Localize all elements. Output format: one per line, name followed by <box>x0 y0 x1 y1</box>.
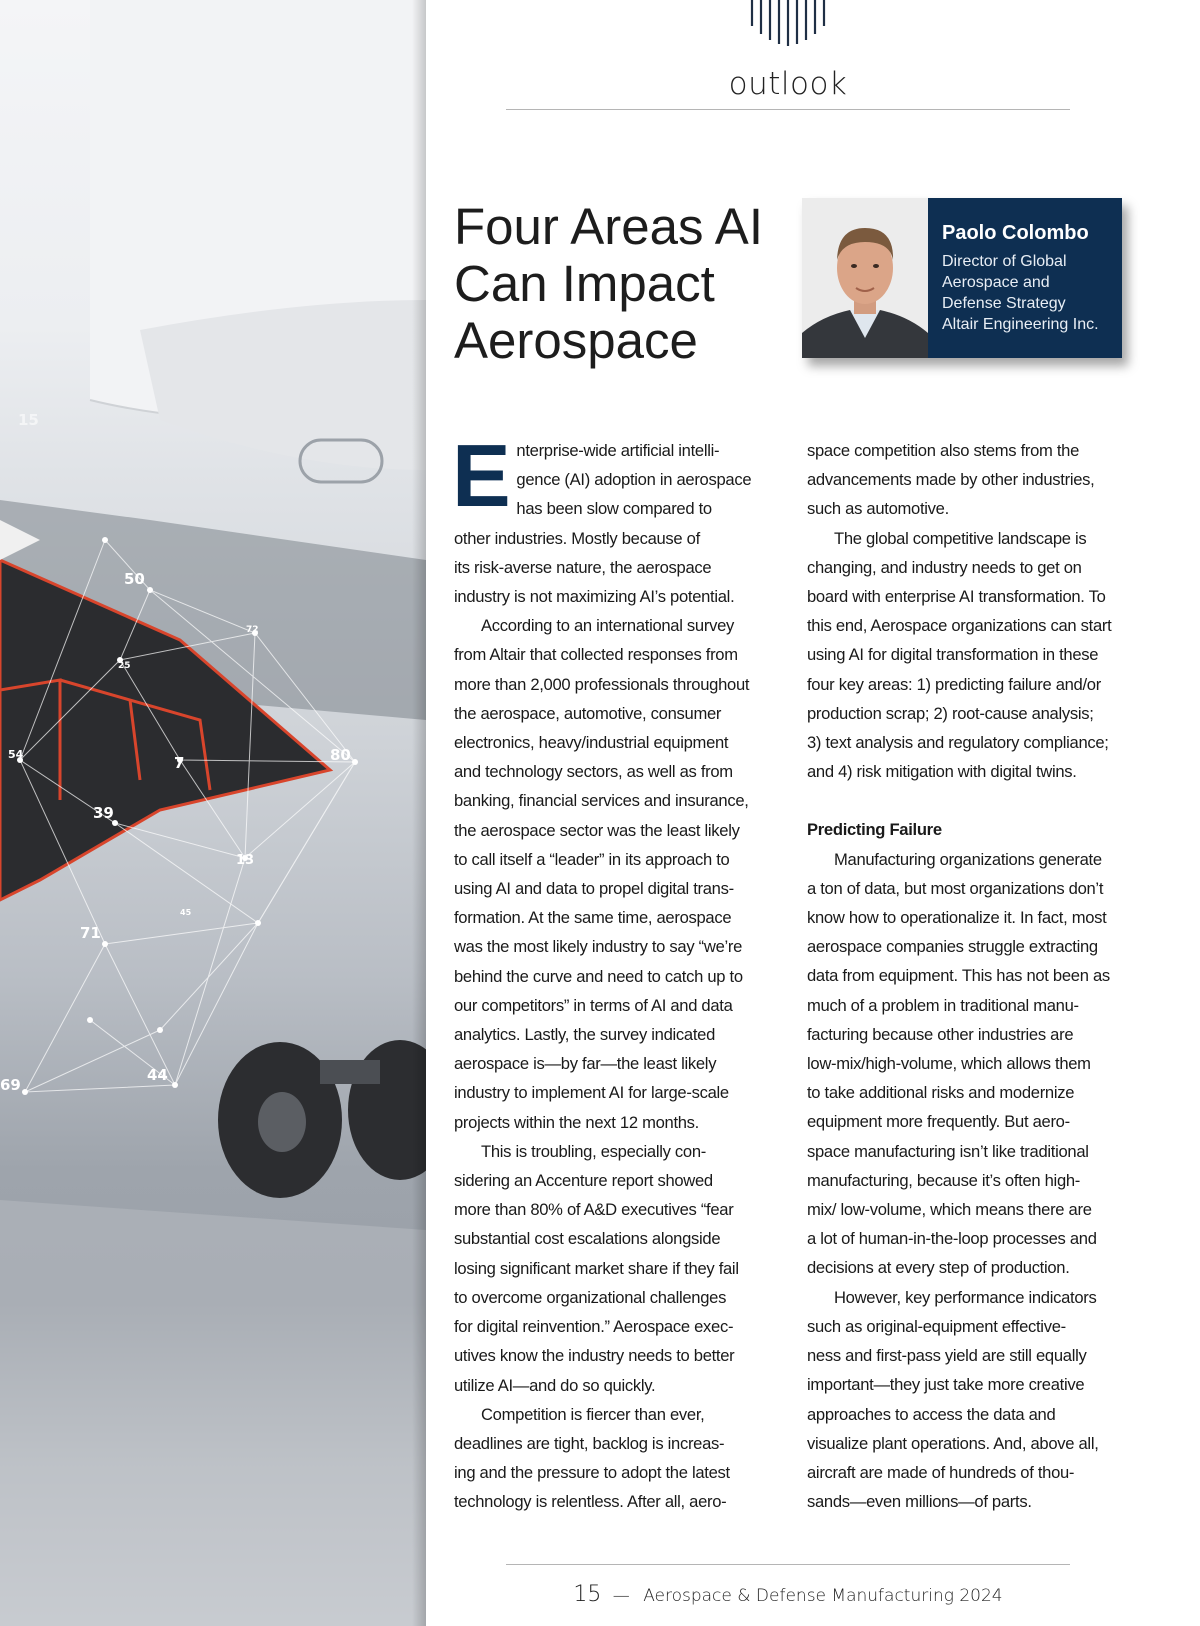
photo-label: 7 <box>174 754 185 772</box>
body-text-line: to call itself a “leader” in its approach to <box>454 849 730 869</box>
body-text-line: changing, and industry needs to get on <box>807 557 1082 577</box>
cover-photo <box>0 0 426 1626</box>
body-text-line: aerospace is—by far—the least likely <box>454 1054 717 1074</box>
body-text-line: 3) text analysis and regulatory compliance; <box>807 733 1109 753</box>
body-text-line: formation. At the same time, aerospace <box>454 908 732 928</box>
body-text-line: from Altair that collected responses from <box>454 645 738 665</box>
body-text-line: our competitors” in terms of AI and data <box>454 995 733 1015</box>
photo-label: 39 <box>93 804 114 822</box>
publication-name: Aerospace & Defense Manufacturing 2024 <box>643 1586 1003 1606</box>
body-text-line: equipment more frequently. But aero- <box>807 1112 1070 1132</box>
body-text-line: According to an international survey <box>481 616 735 636</box>
author-info <box>928 198 1109 358</box>
body-text-line: more than 80% of A&D executives “fear <box>454 1200 734 1220</box>
body-text-line: The global competitive landscape is <box>834 528 1087 548</box>
body-text-line: using AI for digital transformation in these <box>807 645 1099 665</box>
body-text-line: more than 2,000 professionals throughout <box>454 674 750 694</box>
body-text-line: aircraft are made of hundreds of thou- <box>807 1462 1075 1482</box>
body-text-line: approaches to access the data and <box>807 1404 1056 1424</box>
body-text-line: projects within the next 12 months. <box>454 1112 699 1132</box>
body-text-line: to overcome organizational challenges <box>454 1287 727 1307</box>
photo-label: 15 <box>18 411 39 429</box>
body-text-line: much of a problem in traditional manu- <box>807 995 1079 1015</box>
body-text-line: to take additional risks and modernize <box>807 1083 1075 1103</box>
page-footer <box>506 1582 1070 1607</box>
left-column-lines <box>452 426 774 1517</box>
photo-label: 50 <box>124 570 145 588</box>
person-portrait-icon <box>802 198 928 358</box>
body-text-line: nterprise-wide artificial intelli- <box>516 441 720 460</box>
photo-label: 72 <box>246 625 259 635</box>
body-text-line: such as original-equipment effective- <box>807 1316 1066 1336</box>
body-text-line: sidering an Accenture report showed <box>454 1171 713 1191</box>
body-text-line: ing and the pressure to adopt the latest <box>454 1463 730 1483</box>
body-text-line: space manufacturing isn’t like traditional <box>807 1141 1089 1161</box>
body-text-line: board with enterprise AI transformation. To <box>807 587 1106 607</box>
author-role-line: Altair Engineering Inc. <box>942 316 1099 333</box>
body-text-line: manufacturing, because it’s often high- <box>807 1170 1081 1190</box>
body-text-line: utilize AI—and do so quickly. <box>454 1375 656 1395</box>
body-text-line: industry is not maximizing AI’s potential. <box>454 587 735 607</box>
body-text-line: for digital reinvention.” Aerospace exec- <box>454 1317 734 1337</box>
body-column-left <box>452 426 774 1517</box>
body-text-line: This is troubling, especially con- <box>481 1141 706 1161</box>
body-text-line: losing significant market share if they fail <box>454 1258 739 1278</box>
photo-label: 71 <box>80 924 101 942</box>
author-headshot <box>802 198 928 358</box>
aircraft-wireframe-illustration <box>0 0 426 1626</box>
article-title <box>454 198 784 369</box>
header-rule <box>506 109 1070 110</box>
right-column-lines-top <box>807 436 1127 786</box>
body-text-line: sands—even millions—of parts. <box>807 1492 1032 1512</box>
photo-label: 54 <box>8 748 24 761</box>
body-text-line: aerospace companies struggle extracting <box>807 937 1098 957</box>
body-text-line: such as automotive. <box>807 499 949 519</box>
title-line: Aerospace <box>454 312 698 369</box>
body-text-line: important—they just take more creative <box>807 1375 1085 1395</box>
footer-rule <box>506 1564 1070 1565</box>
body-text-line: deadlines are tight, backlog is increas- <box>454 1433 725 1453</box>
photo-label: 80 <box>330 746 351 764</box>
body-text-line: However, key performance indicators <box>834 1287 1097 1307</box>
body-text-line: utives know the industry needs to better <box>454 1346 735 1366</box>
title-line: Can Impact <box>454 255 715 312</box>
body-text-line: using AI and data to propel digital trans- <box>454 879 734 899</box>
photo-label: 69 <box>0 1076 21 1094</box>
author-role <box>942 251 1099 335</box>
body-text-line: facturing because other industries are <box>807 1024 1074 1044</box>
photo-label: 44 <box>147 1066 168 1084</box>
author-role-line: Defense Strategy <box>942 295 1066 312</box>
barcode-ornament <box>748 0 828 46</box>
body-text-line: and 4) risk mitigation with digital twins. <box>807 762 1077 782</box>
body-text-line: space competition also stems from the <box>807 441 1080 460</box>
body-text-line: industry to implement AI for large-scale <box>454 1083 729 1103</box>
body-text-line: ness and first-pass yield are still equally <box>807 1346 1087 1366</box>
drop-cap: E <box>452 426 511 525</box>
body-text-line: this end, Aerospace organizations can start <box>807 616 1112 636</box>
subhead: Predicting Failure <box>807 820 942 840</box>
author-name: Paolo Colombo <box>942 222 1089 244</box>
photo-label: 45 <box>180 908 192 917</box>
body-text-line: low-mix/high-volume, which allows them <box>807 1054 1091 1074</box>
body-text-line: advancements made by other industries, <box>807 470 1095 490</box>
author-role-line: Director of Global <box>942 253 1067 270</box>
author-box <box>802 198 1122 358</box>
body-text-line: gence (AI) adoption in aerospace <box>516 470 752 490</box>
body-text-line: know how to operationalize it. In fact, most <box>807 908 1107 928</box>
footer-dash: — <box>612 1586 630 1606</box>
body-text-line: technology is relentless. After all, aero- <box>454 1492 727 1512</box>
body-text-line: Manufacturing organizations generate <box>834 849 1102 869</box>
body-text-line: production scrap; 2) root-cause analysis; <box>807 703 1094 723</box>
body-text-line: Competition is fiercer than ever, <box>481 1404 705 1424</box>
body-column-right <box>807 436 1127 1516</box>
body-text-line: electronics, heavy/industrial equipment <box>454 733 729 753</box>
author-role-line: Aerospace and <box>942 274 1050 291</box>
body-text-line: a lot of human-in-the-loop processes and <box>807 1229 1097 1249</box>
body-text-line: mix/ low-volume, which means there are <box>807 1200 1092 1220</box>
photo-label: 25 <box>118 661 131 671</box>
title-line: Four Areas AI <box>454 198 763 255</box>
body-text-line: analytics. Lastly, the survey indicated <box>454 1025 716 1045</box>
body-text-line: was the most likely industry to say “we’re <box>454 937 743 957</box>
right-column-lines-bottom <box>807 845 1127 1517</box>
body-text-line: its risk-averse nature, the aerospace <box>454 557 712 577</box>
body-text-line: the aerospace, automotive, consumer <box>454 703 722 723</box>
body-text-line: has been slow compared to <box>516 499 712 519</box>
body-text-line: other industries. Mostly because of <box>454 528 700 548</box>
body-text-line: decisions at every step of production. <box>807 1258 1070 1278</box>
body-text-line: the aerospace sector was the least likely <box>454 820 740 840</box>
body-text-line: substantial cost escalations alongside <box>454 1229 721 1249</box>
body-text-line: four key areas: 1) predicting failure and/or <box>807 674 1101 694</box>
body-text-line: a ton of data, but most organizations don’t <box>807 878 1104 898</box>
body-text-line: visualize plant operations. And, above all, <box>807 1433 1099 1453</box>
body-text-line: banking, financial services and insurance, <box>454 791 749 811</box>
page-number: 15 <box>573 1582 602 1607</box>
section-label: outlook <box>728 66 848 102</box>
body-text-line: and technology sectors, as well as from <box>454 762 733 782</box>
body-text-line: data from equipment. This has not been as <box>807 966 1110 986</box>
photo-label: 13 <box>236 853 255 868</box>
body-text-line: behind the curve and need to catch up to <box>454 966 743 986</box>
